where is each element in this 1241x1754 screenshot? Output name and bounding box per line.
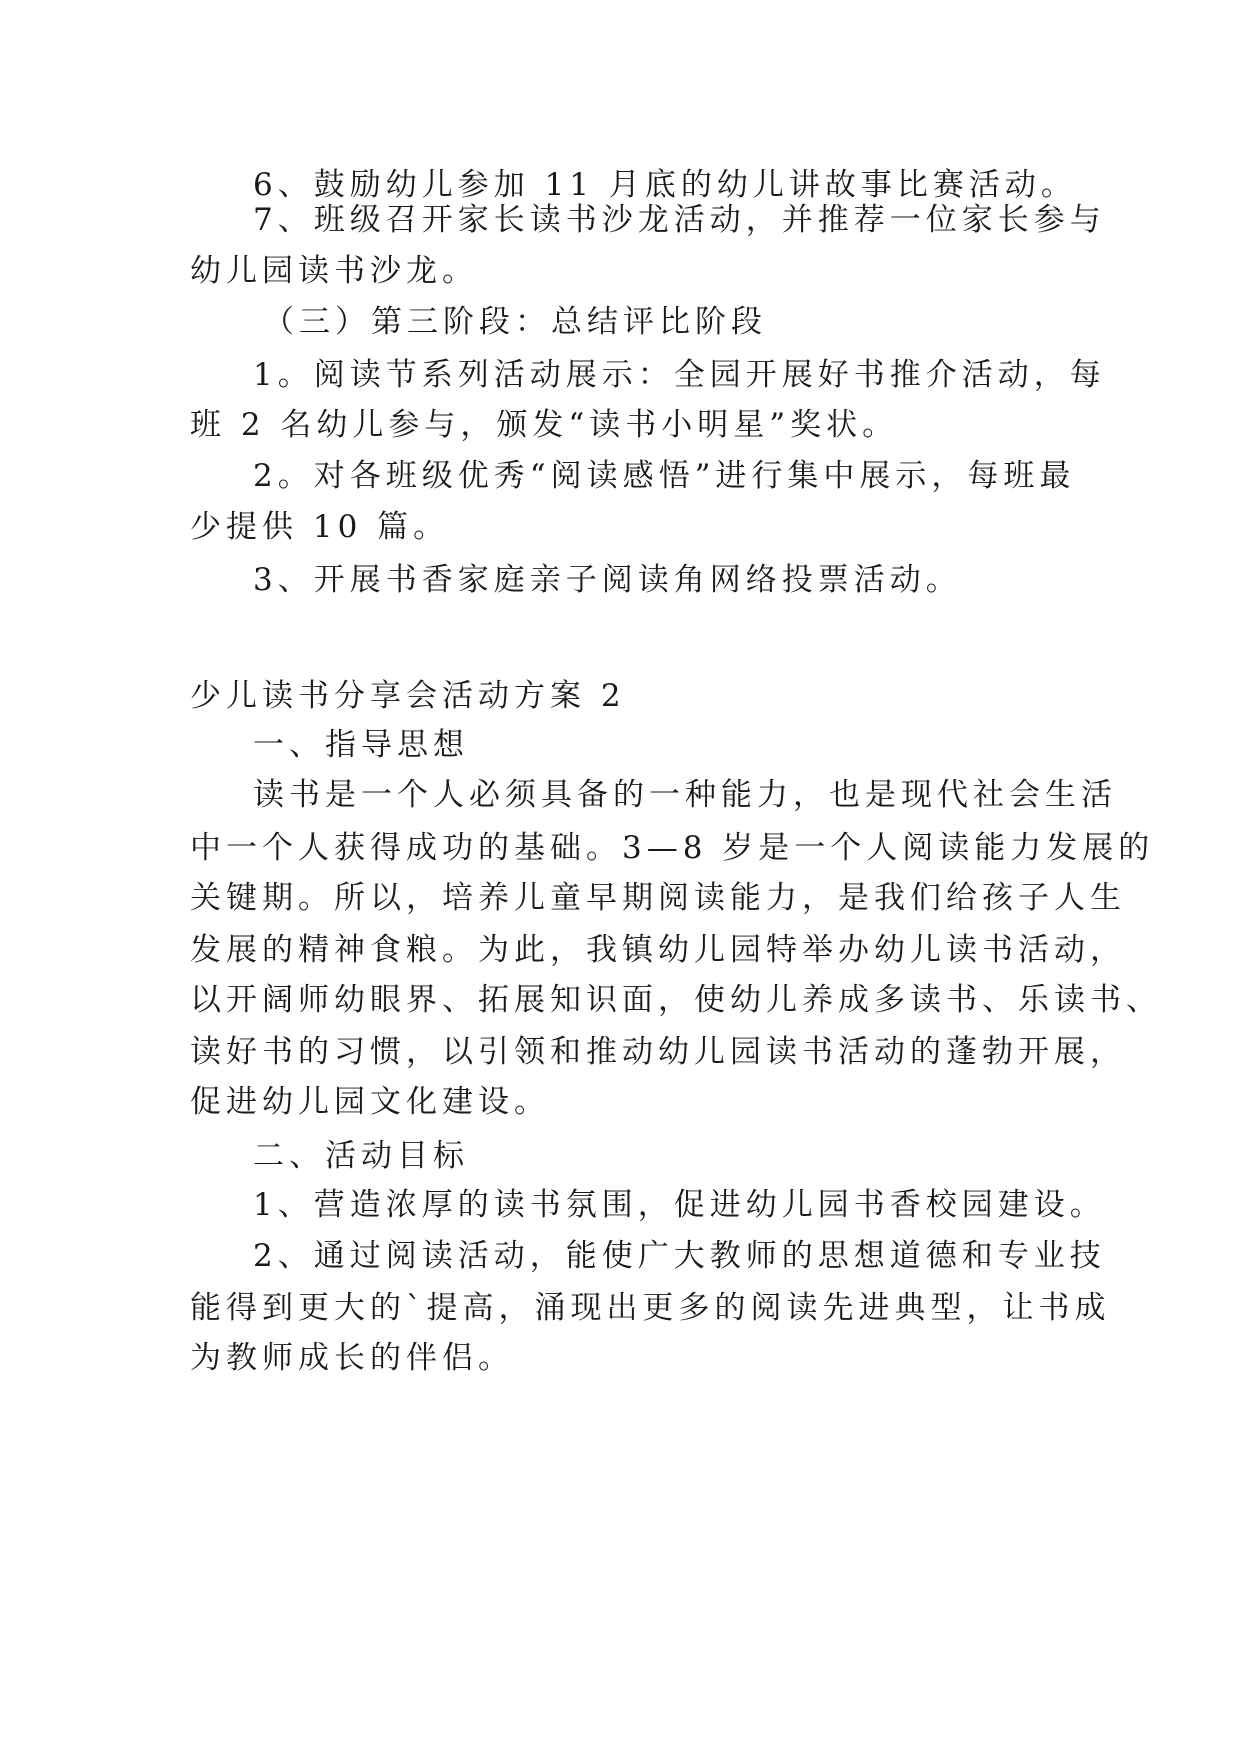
section-heading: 二、活动目标	[253, 1138, 469, 1174]
document-title: 少儿读书分享会活动方案 2	[190, 678, 626, 714]
paragraph-line: 读好书的习惯，以引领和推动幼儿园读书活动的蓬勃开展，	[190, 1034, 1126, 1070]
paragraph-line: 少提供 10 篇。	[190, 509, 450, 545]
paragraph-line: 2、通过阅读活动，能使广大教师的思想道德和专业技	[253, 1238, 1106, 1274]
paragraph-line: 以开阔师幼眼界、拓展知识面，使幼儿养成多读书、乐读书、	[190, 982, 1162, 1018]
paragraph-line: 中一个人获得成功的基础。3—8 岁是一个人阅读能力发展的	[190, 830, 1155, 866]
paragraph-line: 6、鼓励幼儿参加 11 月底的幼儿讲故事比赛活动。	[253, 167, 1077, 203]
section-heading: 一、指导思想	[253, 727, 469, 763]
paragraph-line: 读书是一个人必须具备的一种能力，也是现代社会生活	[253, 777, 1117, 813]
paragraph-line: 1、营造浓厚的读书氛围，促进幼儿园书香校园建设。	[253, 1187, 1106, 1223]
paragraph-line: 3、开展书香家庭亲子阅读角网络投票活动。	[253, 562, 962, 598]
paragraph-line: 发展的精神食粮。为此，我镇幼儿园特举办幼儿读书活动，	[190, 932, 1126, 968]
paragraph-line: 1。阅读节系列活动展示：全园开展好书推介活动，每	[253, 357, 1106, 393]
paragraph-line: 为教师成长的伴侣。	[190, 1340, 514, 1376]
paragraph-line: 班 2 名幼儿参与，颁发“读书小明星”奖状。	[190, 407, 899, 443]
paragraph-line: 促进幼儿园文化建设。	[190, 1084, 550, 1120]
paragraph-line: 关键期。所以，培养儿童早期阅读能力，是我们给孩子人生	[190, 880, 1126, 916]
section-heading: （三）第三阶段：总结评比阶段	[263, 304, 767, 340]
paragraph-line: 幼儿园读书沙龙。	[190, 253, 478, 289]
paragraph-line: 2。对各班级优秀“阅读感悟”进行集中展示，每班最	[253, 458, 1076, 494]
paragraph-line: 7、班级召开家长读书沙龙活动，并推荐一位家长参与	[253, 202, 1106, 238]
paragraph-line: 能得到更大的`提高，涌现出更多的阅读先进典型，让书成	[190, 1290, 1111, 1326]
